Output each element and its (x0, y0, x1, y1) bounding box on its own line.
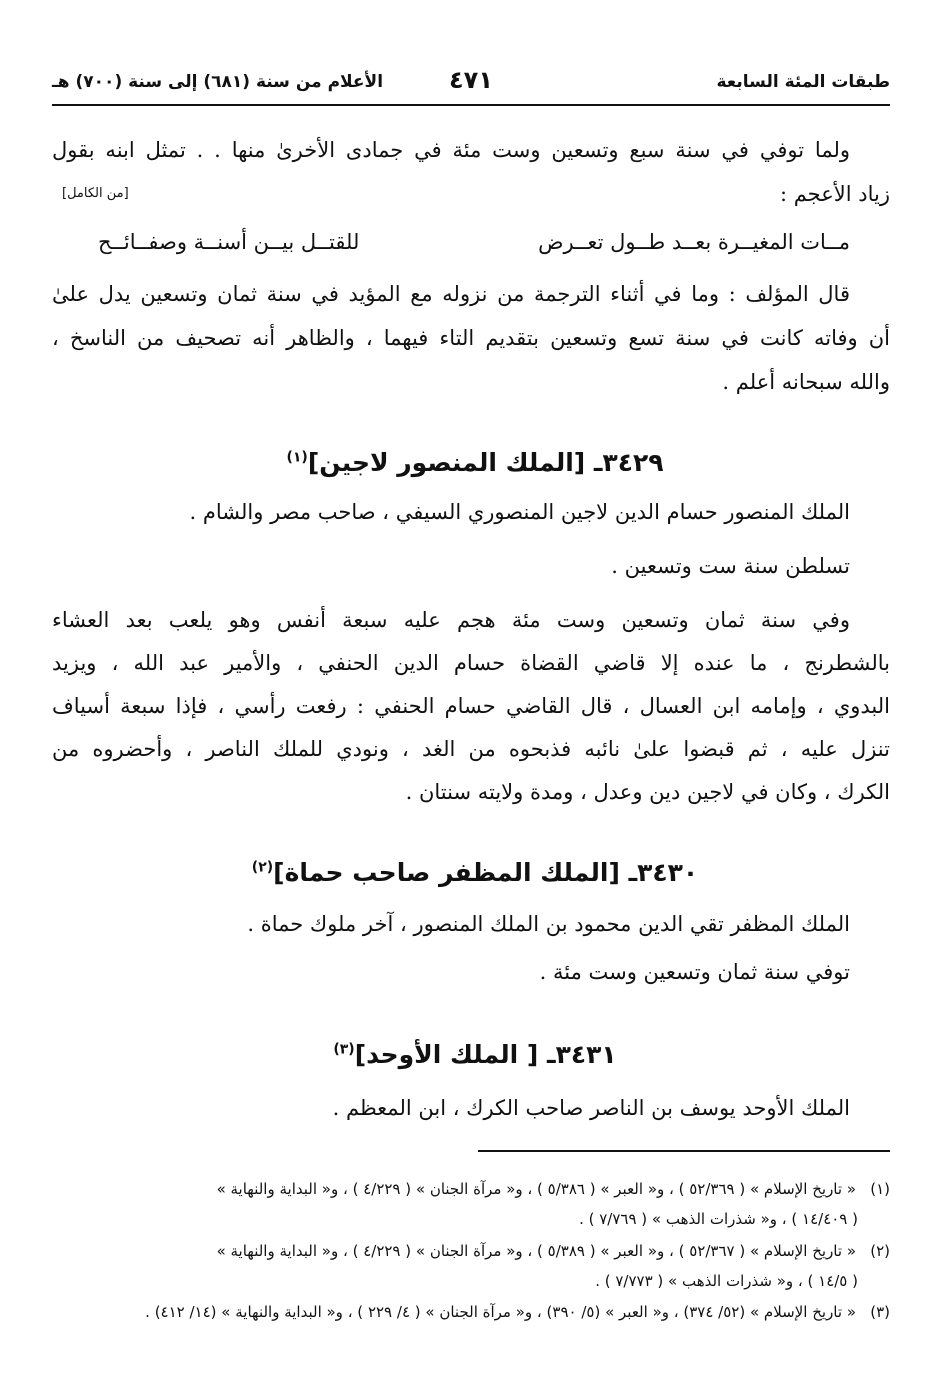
footnote-text: « تاريخ الإسلام » ( ٥٢/٣٦٩ ) ، و« العبر » ( ٥/٣٨٦ ) ، و« مرآة الجنان » ( ٤/٢٢٩ ) ، و« البداية والنهاية » (216, 1180, 856, 1198)
footnote (52, 1303, 890, 1321)
footnote-continuation: ( ١٤/٥ ) ، و« شذرات الذهب » ( ٧/٧٧٣ ) . (595, 1272, 858, 1290)
footnote-ref: (١) (286, 449, 308, 466)
entry-heading (0, 858, 950, 887)
entry-title: ٣٤٣١ـ [ الملك الأوحد] (354, 1040, 617, 1069)
entry-line: الملك المنصور حسام الدين لاجين المنصوري السيفي ، صاحب مصر والشام . (189, 500, 850, 524)
intro-line-2: زياد الأعجم : (779, 182, 890, 206)
entry-title: ٣٤٢٩ـ [الملك المنصور لاجين] (307, 448, 664, 477)
entry-line: الملك المظفر تقي الدين محمود بن الملك المنصور ، آخر ملوك حماة . (247, 912, 850, 936)
page-number: ٤٧١ (449, 66, 493, 94)
entry-heading (0, 1040, 950, 1069)
header-period-title: الأعلام من سنة (٦٨١) إلى سنة (٧٠٠) هـ (52, 72, 384, 92)
footnote-ref: (٣) (333, 1041, 355, 1058)
footnote-number: (٢) (870, 1242, 890, 1260)
header-rule (52, 104, 890, 106)
meter-source: [من الكامل] (62, 186, 129, 201)
footnote-rule (478, 1150, 890, 1152)
footnote-ref: (٢) (251, 859, 274, 876)
author-note-line-2: أن وفاته كانت في سنة تسع وتسعين بتقديم التاء فيهما ، والظاهر أنه تصحيف من الناسخ ، (52, 326, 890, 350)
footnote-number: (١) (870, 1180, 890, 1198)
entry-heading (0, 448, 950, 477)
footnote-number: (٣) (870, 1303, 890, 1321)
footnote (52, 1242, 890, 1260)
footnote (52, 1180, 890, 1198)
entry-line: الملك الأوحد يوسف بن الناصر صاحب الكرك ، ابن المعظم . (332, 1096, 850, 1120)
footnote-continuation: ( ١٤/٤٠٩ ) ، و« شذرات الذهب » ( ٧/٧٦٩ ) . (579, 1210, 858, 1228)
entry-line: تنزل عليه ، ثم قبضوا علىٰ نائبه فذبحوه من الغد ، ونودي للملك الناصر ، وأحضروه من (52, 737, 890, 761)
footnote-text: « تاريخ الإسلام » ( ٥٢/٣٦٧ ) ، و« العبر » ( ٥/٣٨٩ ) ، و« مرآة الجنان » ( ٤/٢٢٩ ) ، و« البداية والنهاية » (216, 1242, 856, 1260)
entry-line: البدوي ، وإمامه ابن العسال ، قال القاضي حسام الحنفي : رفعت رأسي ، فإذا سبعة أسياف (52, 694, 890, 718)
author-note-line-3: والله سبحانه أعلم . (722, 370, 890, 394)
verse-second-hemistich: للقتــل بيــن أسنــة وصفــائــح (98, 230, 360, 254)
entry-title: ٣٤٣٠ـ [الملك المظفر صاحب حماة] (273, 858, 699, 887)
header-chapter-title: طبقات المئة السابعة (716, 72, 890, 92)
intro-line-1: ولما توفي في سنة سبع وتسعين وست مئة في جمادى الأخرىٰ منها . . تمثل ابنه بقول (52, 138, 850, 162)
entry-line: الكرك ، وكان في لاجين دين وعدل ، ومدة ولايته سنتان . (405, 780, 890, 804)
verse-first-hemistich: مــات المغيــرة بعــد طــول تعــرض (538, 230, 850, 254)
entry-line: تسلطن سنة ست وتسعين . (611, 554, 850, 578)
running-header (52, 68, 890, 102)
entry-line: وفي سنة ثمان وتسعين وست مئة هجم عليه سبعة أنفس وهو يلعب بعد العشاء (52, 608, 850, 632)
author-note-line-1: قال المؤلف : وما في أثناء الترجمة من نزوله مع المؤيد في سنة ثمان وتسعين يدل علىٰ (52, 282, 850, 306)
entry-line: توفي سنة ثمان وتسعين وست مئة . (539, 960, 850, 984)
entry-line: بالشطرنج ، ما عنده إلا قاضي القضاة حسام الدين الحنفي ، والأمير عبد الله ، ويزيد (52, 651, 890, 675)
footnote-text: « تاريخ الإسلام » (٥٢/ ٣٧٤) ، و« العبر » (٥/ ٣٩٠) ، و« مرآة الجنان » ( ٤/ ٢٢٩ ) ، و« البداية والنهاية » (١٤/ ٤١٢) . (145, 1303, 856, 1321)
